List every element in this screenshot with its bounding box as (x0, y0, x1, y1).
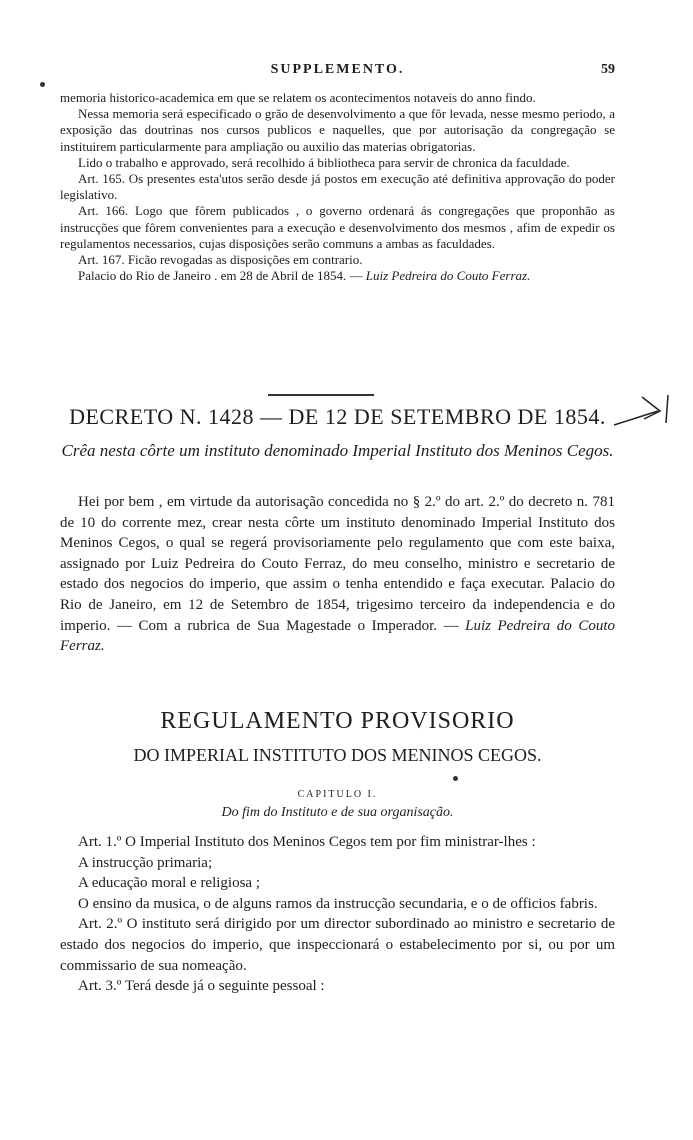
article-3: Art. 3.º Terá desde já o seguinte pessoal : (78, 978, 325, 995)
ink-speck (453, 776, 458, 781)
regulation-body-block (60, 832, 615, 997)
memoria-paragraph: Nessa memoria será especificado o grão de desenvolvimento a que fôr levada, nesse mesmo periodo, a exposição das doutrinas nos cursos publicos e naquelles, que por autorisação da congregação se instituirem particularmente para ampliação ou auxilio das materias obrigatorias. (60, 106, 615, 154)
article-166: Art. 166. Logo que fôrem publicados , o governo ordenará ás congregações que proponhão as instrucções que fôrem convenientes para a execução e desenvolvimento dos mesmos , afim de expedir os regulamentos necessarios, cujas disposições serão communs a ambas as faculdades. (60, 203, 615, 251)
decree-body-text: Hei por bem , em virtude da autorisação concedida no § 2.º do art. 2.º do decreto n. 781 de 10 do corrente mez, crear nesta côrte um instituto denominado Imperial Instituto dos Meninos Cegos, o qual se regerá provisoriamente pelo regulamento que com este baixa, assignado por Luiz Pedreira do Couto Ferraz, do meu conselho, ministro e secretario de estado dos negocios do imperio, que assim o tenha entendido e faça executar. Palacio do Rio de Janeiro, em 12 de Setembro de 1854, trigesimo terceiro da independencia e do imperio. — Com a rubrica de Sua Magestade o Imperador. — (60, 494, 615, 634)
decree-title: DECRETO N. 1428 — DE 12 DE SETEMBRO DE 1854. (69, 404, 606, 429)
article-2: Art. 2.º O instituto será dirigido por um director subordinado ao ministro e secretario de estado dos negocios do imperio, que inspeccionará o estabelecimento por si, ou por um commissario de sua nomeação. (60, 916, 615, 974)
decree-body-block (60, 492, 615, 657)
chapter-title: Do fim do Instituto e de sua organisação. (221, 805, 454, 820)
signature-place-date: Palacio do Rio de Janeiro . em 28 de Abril de 1854. — (78, 268, 366, 284)
article-1: Art. 1.º O Imperial Instituto dos Meninos Cegos tem por fim ministrar-lhes : (78, 834, 536, 850)
chapter-heading: CAPITULO I. (297, 789, 378, 800)
top-text-block (60, 90, 615, 284)
section-divider (268, 394, 374, 396)
regulation-title: REGULAMENTO PROVISORIO (160, 708, 515, 734)
ink-speck (40, 82, 45, 87)
article-165: Art. 165. Os presentes esta'utos serão desde já postos em execução até definitiva approvação do poder legislativo. (60, 171, 615, 203)
regulation-subtitle: DO IMPERIAL INSTITUTO DOS MENINOS CEGOS. (133, 745, 542, 765)
signature-line-top (60, 268, 615, 284)
decree-body (60, 492, 615, 657)
article-1-item-moral: A educação moral e religiosa ; (78, 875, 261, 892)
memoria-continuation: memoria historico-academica em que se relatem os acontecimentos notaveis do anno findo. (60, 90, 536, 105)
decree-signature: Luiz Pedreira do Couto Ferraz. (60, 617, 615, 655)
article-1-item-primary: A instrucção primaria; (78, 854, 213, 871)
article-167: Art. 167. Ficão revogadas as disposições em contrario. (78, 252, 363, 268)
margin-arrow-mark (612, 393, 672, 433)
page-header (60, 62, 615, 82)
running-title: SUPPLEMENTO. (270, 62, 405, 77)
article-1-item-music: O ensino da musica, o de alguns ramos da instrucção secundaria, e o de officios fabris. (78, 895, 598, 912)
approval-paragraph: Lido o trabalho e approvado, será recolhido á bibliotheca para servir de chronica da faculdade. (78, 154, 570, 170)
page-number: 59 (601, 62, 615, 77)
decree-subtitle: Crêa nesta côrte um instituto denominado Imperial Instituto dos Meninos Cegos. (61, 441, 614, 460)
signature-name-top: Luiz Pedreira do Couto Ferraz. (365, 268, 531, 284)
